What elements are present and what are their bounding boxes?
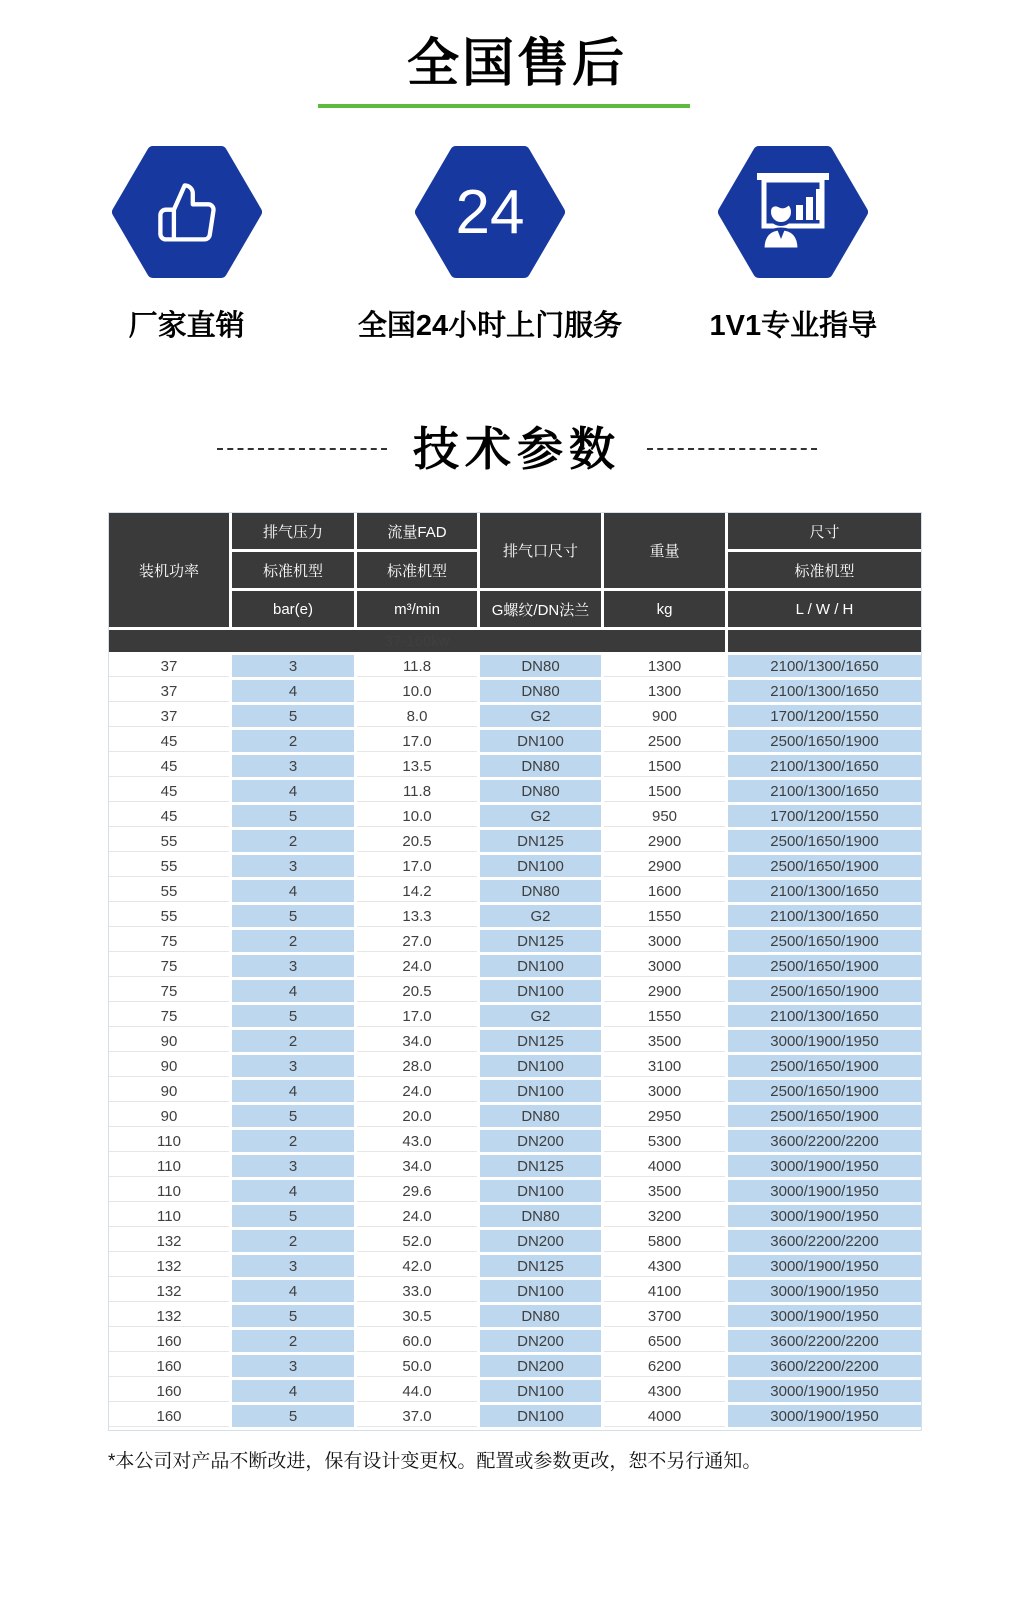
table-cell: DN100	[480, 855, 604, 880]
table-cell: 3000/1900/1950	[728, 1255, 921, 1280]
table-cell: 2500/1650/1900	[728, 1105, 921, 1130]
table-row	[109, 1205, 921, 1230]
table-cell: 3100	[604, 1055, 728, 1080]
table-cell: DN100	[480, 1080, 604, 1105]
table-cell: 37	[109, 680, 232, 705]
table-cell: 3	[232, 655, 357, 680]
table-cell: 3	[232, 755, 357, 780]
table-cell: DN80	[480, 880, 604, 905]
table-cell: 55	[109, 905, 232, 930]
table-cell: 132	[109, 1305, 232, 1330]
table-row	[109, 680, 921, 705]
table-cell: 4	[232, 680, 357, 705]
feature-label-1v1-guidance: 1V1专业指导	[709, 310, 878, 342]
table-cell: 132	[109, 1255, 232, 1280]
table-cell: 3000	[604, 1080, 728, 1105]
header-pressure-title: 排气压力	[232, 513, 357, 552]
table-cell: DN100	[480, 1180, 604, 1205]
table-row	[109, 1380, 921, 1405]
table-cell: 24.0	[357, 955, 480, 980]
table-cell: 3500	[604, 1030, 728, 1055]
table-cell: 27.0	[357, 930, 480, 955]
table-cell: 3000/1900/1950	[728, 1380, 921, 1405]
table-row	[109, 1080, 921, 1105]
table-cell: DN125	[480, 1155, 604, 1180]
table-cell: 4	[232, 1380, 357, 1405]
table-row	[109, 1255, 921, 1280]
table-cell: DN125	[480, 1030, 604, 1055]
title-underline	[318, 104, 690, 108]
table-cell: 5800	[604, 1230, 728, 1255]
table-cell: 2	[232, 1130, 357, 1155]
table-cell: 2500/1650/1900	[728, 855, 921, 880]
table-cell: 2100/1300/1650	[728, 1005, 921, 1030]
specs-section	[0, 422, 1034, 1475]
table-cell: 1300	[604, 680, 728, 705]
badge-24-text: 24	[455, 178, 525, 247]
table-cell: 110	[109, 1180, 232, 1205]
table-cell: 55	[109, 880, 232, 905]
after-sales-title: 全国售后	[406, 35, 627, 93]
header-flow-title: 流量FAD	[357, 513, 480, 552]
table-cell: DN200	[480, 1330, 604, 1355]
table-row	[109, 705, 921, 730]
table-cell: 4100	[604, 1280, 728, 1305]
specs-table	[108, 512, 922, 1431]
header-outlet-title: 排气口尺寸	[480, 513, 604, 591]
specs-title-row	[0, 422, 1034, 476]
table-cell: DN80	[480, 1105, 604, 1130]
table-cell: 2100/1300/1650	[728, 905, 921, 930]
table-cell: 160	[109, 1380, 232, 1405]
feature-1v1-guidance	[642, 146, 945, 342]
table-cell: 30.5	[357, 1305, 480, 1330]
table-row	[109, 1405, 921, 1430]
table-cell: 42.0	[357, 1255, 480, 1280]
table-cell: DN80	[480, 755, 604, 780]
table-cell: 5300	[604, 1130, 728, 1155]
table-row	[109, 1280, 921, 1305]
header-pressure-model: 标准机型	[232, 552, 357, 591]
table-cell: DN100	[480, 1280, 604, 1305]
table-cell: 4	[232, 1280, 357, 1305]
table-cell: 160	[109, 1405, 232, 1430]
features-row	[35, 146, 945, 342]
table-cell: 34.0	[357, 1155, 480, 1180]
table-cell: 110	[109, 1155, 232, 1180]
table-cell: 24.0	[357, 1205, 480, 1230]
table-cell: 45	[109, 730, 232, 755]
table-cell: 6500	[604, 1330, 728, 1355]
table-cell: 2500/1650/1900	[728, 1055, 921, 1080]
table-cell: 4	[232, 880, 357, 905]
table-row	[109, 1055, 921, 1080]
table-cell: 5	[232, 905, 357, 930]
table-cell: 90	[109, 1080, 232, 1105]
table-cell: 4000	[604, 1155, 728, 1180]
table-cell: 2500/1650/1900	[728, 1080, 921, 1105]
table-cell: 3000/1900/1950	[728, 1280, 921, 1305]
table-cell: G2	[480, 905, 604, 930]
table-cell: 4	[232, 980, 357, 1005]
table-row	[109, 955, 921, 980]
table-cell: 1550	[604, 905, 728, 930]
table-cell: 60.0	[357, 1330, 480, 1355]
table-cell: 3	[232, 955, 357, 980]
table-cell: 8.0	[357, 705, 480, 730]
table-cell: 3000	[604, 955, 728, 980]
feature-label-factory-direct: 厂家直销	[128, 310, 245, 342]
table-cell: 2900	[604, 830, 728, 855]
table-cell: 3000/1900/1950	[728, 1155, 921, 1180]
table-cell: 50.0	[357, 1355, 480, 1380]
table-row	[109, 830, 921, 855]
24-hours-badge-icon	[415, 146, 565, 278]
table-cell: 3000/1900/1950	[728, 1205, 921, 1230]
table-cell: 3	[232, 855, 357, 880]
table-row	[109, 755, 921, 780]
table-cell: 110	[109, 1205, 232, 1230]
table-row	[109, 1155, 921, 1180]
table-cell: G2	[480, 1005, 604, 1030]
table-cell: 3000/1900/1950	[728, 1305, 921, 1330]
table-cell: 3	[232, 1255, 357, 1280]
table-row	[109, 805, 921, 830]
specs-title: 技术参数	[413, 423, 621, 475]
table-cell: 11.8	[357, 655, 480, 680]
table-cell: 17.0	[357, 1005, 480, 1030]
header-weight-title: 重量	[604, 513, 728, 591]
table-cell: 20.5	[357, 980, 480, 1005]
table-cell: 75	[109, 980, 232, 1005]
table-cell: 75	[109, 1005, 232, 1030]
table-cell: 2	[232, 1030, 357, 1055]
table-cell: 5	[232, 1405, 357, 1430]
table-cell: 5	[232, 1105, 357, 1130]
table-cell: 29.6	[357, 1180, 480, 1205]
table-cell: DN100	[480, 1380, 604, 1405]
header-flow-unit: m³/min	[357, 591, 480, 630]
table-cell: 1550	[604, 1005, 728, 1030]
table-row	[109, 980, 921, 1005]
footnote: *本公司对产品不断改进，保有设计变更权。配置或参数更改，恕不另行通知。	[108, 1451, 762, 1472]
table-cell: 160	[109, 1355, 232, 1380]
table-cell: 3600/2200/2200	[728, 1330, 921, 1355]
table-cell: 2900	[604, 980, 728, 1005]
table-cell: 75	[109, 930, 232, 955]
table-cell: 2	[232, 1230, 357, 1255]
table-cell: 2100/1300/1650	[728, 680, 921, 705]
table-cell: 2	[232, 1330, 357, 1355]
header-flow-model: 标准机型	[357, 552, 480, 591]
table-cell: DN200	[480, 1230, 604, 1255]
table-cell: 28.0	[357, 1055, 480, 1080]
table-cell: 132	[109, 1230, 232, 1255]
table-cell: 6200	[604, 1355, 728, 1380]
table-cell: 2100/1300/1650	[728, 780, 921, 805]
table-cell: 20.0	[357, 1105, 480, 1130]
feature-factory-direct	[35, 146, 338, 342]
table-cell: G2	[480, 805, 604, 830]
table-cell: 4000	[604, 1405, 728, 1430]
table-cell: 45	[109, 780, 232, 805]
table-cell: 2100/1300/1650	[728, 880, 921, 905]
table-cell: 55	[109, 855, 232, 880]
table-row	[109, 1355, 921, 1380]
table-cell: 14.2	[357, 880, 480, 905]
header-dimensions-title: 尺寸	[728, 513, 921, 552]
table-cell: 45	[109, 805, 232, 830]
table-row	[109, 730, 921, 755]
table-row	[109, 1230, 921, 1255]
table-cell: 3000/1900/1950	[728, 1180, 921, 1205]
table-cell: DN80	[480, 1205, 604, 1230]
table-cell: 3200	[604, 1205, 728, 1230]
table-cell: 3600/2200/2200	[728, 1130, 921, 1155]
table-cell: 37	[109, 655, 232, 680]
table-cell: 90	[109, 1030, 232, 1055]
table-cell: DN125	[480, 830, 604, 855]
table-cell: 43.0	[357, 1130, 480, 1155]
table-cell: DN125	[480, 1255, 604, 1280]
table-cell: 13.3	[357, 905, 480, 930]
table-cell: 3	[232, 1155, 357, 1180]
dashed-line-right	[647, 448, 817, 450]
table-row	[109, 880, 921, 905]
header-outlet-unit: G螺纹/DN法兰	[480, 591, 604, 630]
table-row	[109, 905, 921, 930]
table-cell: DN100	[480, 1405, 604, 1430]
table-cell: 950	[604, 805, 728, 830]
table-cell: 2900	[604, 855, 728, 880]
table-cell: 3	[232, 1355, 357, 1380]
table-cell: DN125	[480, 930, 604, 955]
table-cell: 3500	[604, 1180, 728, 1205]
table-cell: 4300	[604, 1380, 728, 1405]
table-cell: 37	[109, 705, 232, 730]
table-cell: 1700/1200/1550	[728, 805, 921, 830]
table-row	[109, 1105, 921, 1130]
table-cell: 2500/1650/1900	[728, 930, 921, 955]
table-cell: 11.8	[357, 780, 480, 805]
dashed-line-left	[217, 448, 387, 450]
table-cell: 2100/1300/1650	[728, 655, 921, 680]
table-cell: 2500/1650/1900	[728, 730, 921, 755]
table-cell: 90	[109, 1105, 232, 1130]
table-cell: 5	[232, 705, 357, 730]
table-cell: 5	[232, 805, 357, 830]
thumbs-up-icon	[112, 146, 262, 278]
table-row	[109, 780, 921, 805]
table-cell: 110	[109, 1130, 232, 1155]
table-cell: 1300	[604, 655, 728, 680]
table-row	[109, 1330, 921, 1355]
table-cell: 2100/1300/1650	[728, 755, 921, 780]
table-cell: 3600/2200/2200	[728, 1230, 921, 1255]
presentation-coach-icon	[718, 146, 868, 278]
table-cell: 2950	[604, 1105, 728, 1130]
table-cell: 2	[232, 930, 357, 955]
table-cell: DN100	[480, 1055, 604, 1080]
table-cell: 2	[232, 830, 357, 855]
table-cell: 52.0	[357, 1230, 480, 1255]
table-cell: 3	[232, 1055, 357, 1080]
header-dimensions-unit: L / W / H	[728, 591, 921, 630]
group-row	[109, 630, 921, 655]
table-cell: 10.0	[357, 805, 480, 830]
table-cell: 3000/1900/1950	[728, 1030, 921, 1055]
table-cell: 4	[232, 780, 357, 805]
table-row	[109, 655, 921, 680]
table-cell: DN100	[480, 980, 604, 1005]
table-cell: 4	[232, 1080, 357, 1105]
table-cell: 3000/1900/1950	[728, 1405, 921, 1430]
feature-24h-service	[338, 146, 641, 342]
table-cell: 3000	[604, 930, 728, 955]
table-cell: 13.5	[357, 755, 480, 780]
group-row-end-cell	[728, 630, 921, 655]
header-weight-unit: kg	[604, 591, 728, 630]
specs-table-header	[109, 513, 921, 630]
table-cell: 2500	[604, 730, 728, 755]
table-cell: DN80	[480, 680, 604, 705]
table-cell: 2500/1650/1900	[728, 980, 921, 1005]
table-cell: 33.0	[357, 1280, 480, 1305]
table-cell: 3700	[604, 1305, 728, 1330]
table-cell: 5	[232, 1305, 357, 1330]
specs-table-body	[109, 630, 921, 1430]
table-cell: 1600	[604, 880, 728, 905]
table-cell: DN100	[480, 955, 604, 980]
table-cell: 17.0	[357, 730, 480, 755]
group-label: 37-160kw	[109, 630, 728, 655]
table-cell: DN80	[480, 655, 604, 680]
table-row	[109, 1180, 921, 1205]
header-power: 装机功率	[109, 513, 232, 630]
table-cell: 24.0	[357, 1080, 480, 1105]
header-dimensions-model: 标准机型	[728, 552, 921, 591]
table-cell: 1700/1200/1550	[728, 705, 921, 730]
table-cell: 90	[109, 1055, 232, 1080]
table-cell: DN200	[480, 1355, 604, 1380]
table-cell: 1500	[604, 780, 728, 805]
table-cell: 2500/1650/1900	[728, 955, 921, 980]
table-cell: DN80	[480, 780, 604, 805]
table-row	[109, 1305, 921, 1330]
table-row	[109, 1130, 921, 1155]
table-cell: DN100	[480, 730, 604, 755]
table-cell: DN80	[480, 1305, 604, 1330]
table-cell: 34.0	[357, 1030, 480, 1055]
table-cell: 4	[232, 1180, 357, 1205]
table-cell: 3600/2200/2200	[728, 1355, 921, 1380]
table-cell: 75	[109, 955, 232, 980]
table-cell: 55	[109, 830, 232, 855]
table-row	[109, 855, 921, 880]
table-cell: 5	[232, 1205, 357, 1230]
table-row	[109, 1030, 921, 1055]
after-sales-section	[0, 34, 1034, 342]
table-cell: 37.0	[357, 1405, 480, 1430]
table-cell: 2500/1650/1900	[728, 830, 921, 855]
table-cell: 900	[604, 705, 728, 730]
table-cell: 44.0	[357, 1380, 480, 1405]
table-cell: DN200	[480, 1130, 604, 1155]
table-cell: 45	[109, 755, 232, 780]
table-row	[109, 1005, 921, 1030]
table-cell: 4300	[604, 1255, 728, 1280]
header-pressure-unit: bar(e)	[232, 591, 357, 630]
table-cell: 10.0	[357, 680, 480, 705]
table-cell: G2	[480, 705, 604, 730]
table-cell: 5	[232, 1005, 357, 1030]
feature-label-24h-service: 全国24小时上门服务	[357, 310, 623, 342]
table-row	[109, 930, 921, 955]
table-cell: 132	[109, 1280, 232, 1305]
table-cell: 17.0	[357, 855, 480, 880]
table-cell: 20.5	[357, 830, 480, 855]
table-cell: 2	[232, 730, 357, 755]
table-cell: 160	[109, 1330, 232, 1355]
table-cell: 1500	[604, 755, 728, 780]
